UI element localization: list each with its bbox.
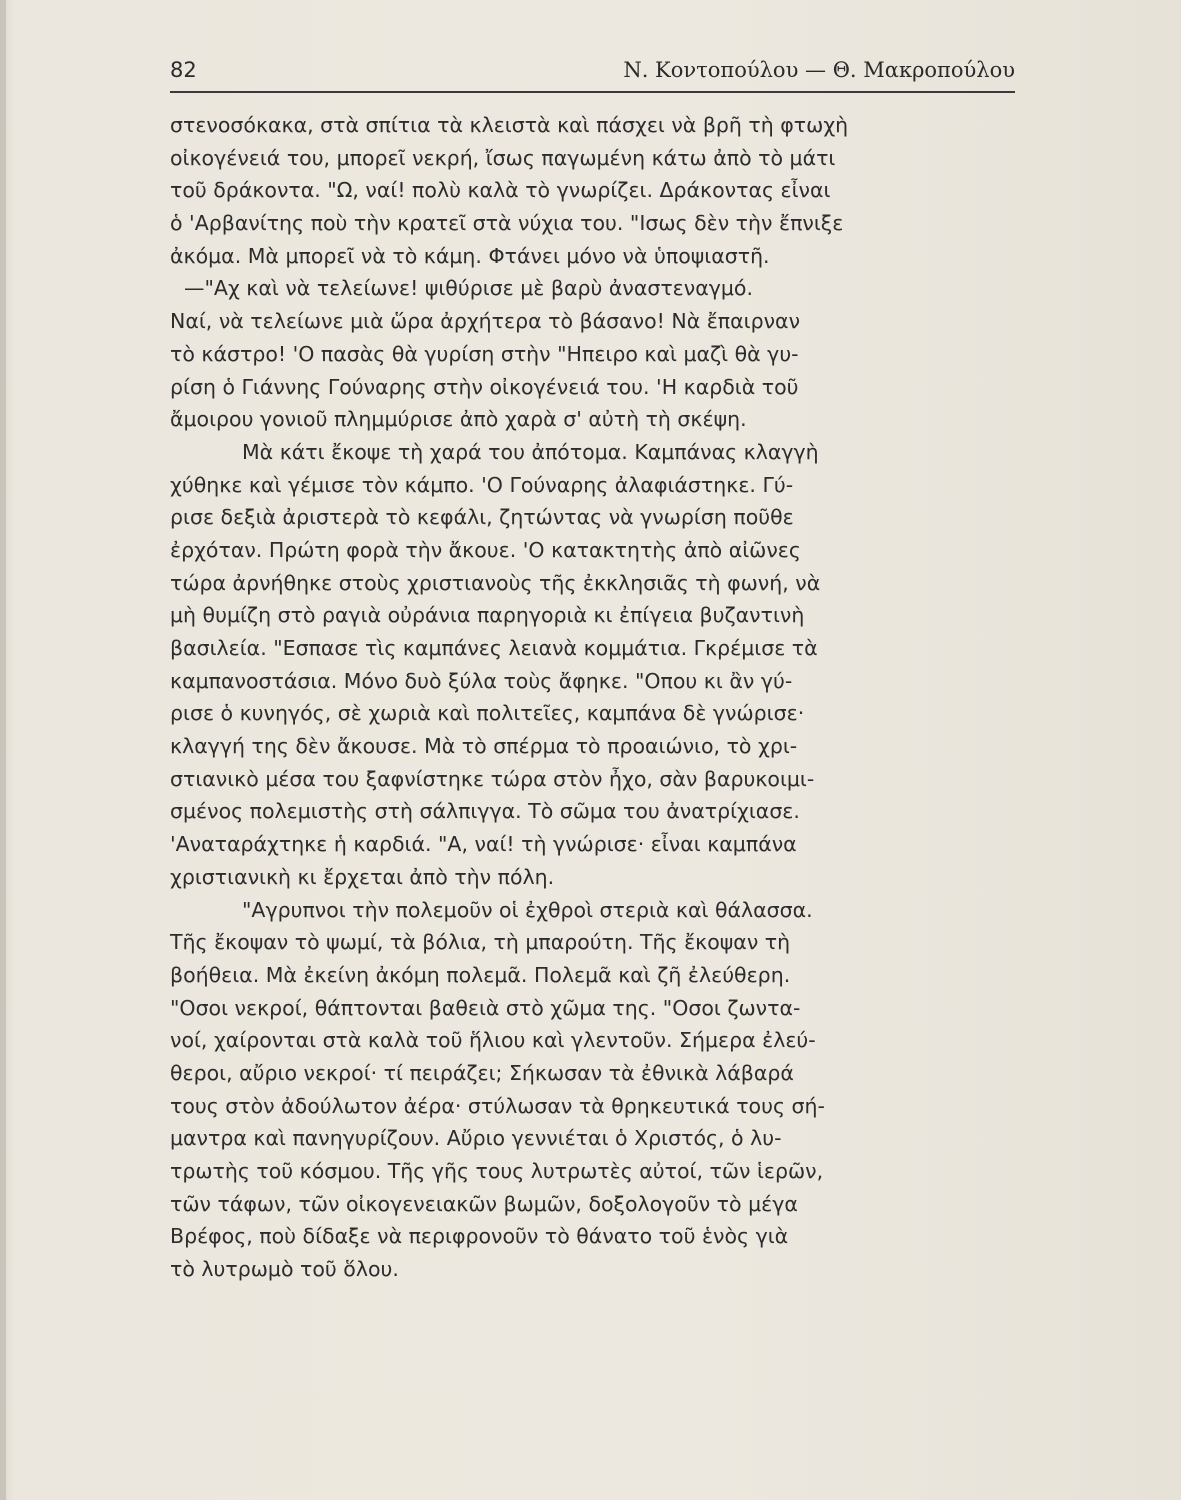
text-line: τρωτὴς τοῦ κόσμου. Τῆς γῆς τους λυτρωτὲς αὐτοί, τῶν ἱερῶν, [170, 1159, 824, 1183]
text-line: οἰκογένειά του, μπορεῖ νεκρή, ἴσως παγωμένη κάτω ἀπὸ τὸ μάτι [170, 145, 836, 170]
body-text [170, 109, 1020, 1286]
page-header [170, 52, 1015, 92]
text-line: Τῆς ἔκοψαν τὸ ψωμί, τὰ βόλια, τὴ μπαρούτη. Τῆς ἔκοψαν τὴ [170, 930, 791, 955]
page-number: 82 [170, 58, 197, 82]
text-line: Μὰ κάτι ἔκοψε τὴ χαρά του ἀπότομα. Καμπάνας κλαγγὴ [242, 439, 819, 464]
text-line: τοῦ δράκοντα. "Ω, ναί! πολὺ καλὰ τὸ γνωρίζει. Δράκοντας εἶναι [170, 178, 831, 203]
text-line: χύθηκε καὶ γέμισε τὸν κάμπο. 'Ο Γούναρης ἀλαφιάστηκε. Γύ- [170, 472, 794, 497]
text-line: σμένος πολεμιστὴς στὴ σάλπιγγα. Τὸ σῶμα του ἀνατρίχιασε. [170, 799, 800, 824]
text-line: νοί, χαίρονται στὰ καλὰ τοῦ ἥλιου καὶ γλεντοῦν. Σήμερα ἐλεύ- [170, 1028, 816, 1053]
text-line: Ναί, νὰ τελείωνε μιὰ ὥρα ἀρχήτερα τὸ βάσανο! Νὰ ἔπαιρναν [170, 309, 801, 334]
text-line: χριστιανικὴ κι ἔρχεται ἀπὸ τὴν πόλη. [170, 864, 555, 889]
text-line: τώρα ἀρνήθηκε στοὺς χριστιανοὺς τῆς ἐκκλησιᾶς τὴ φωνή, νὰ [170, 570, 821, 595]
text-line: 'Αναταράχτηκε ἡ καρδιά. "Α, ναί! τὴ γνώρισε· εἶναι καμπάνα [170, 832, 797, 857]
text-line: μαντρα καὶ πανηγυρίζουν. Αὔριο γεννιέται ὁ Χριστός, ὁ λυ- [170, 1126, 782, 1151]
binding-edge [0, 0, 6, 1500]
text-line: στενοσόκακα, στὰ σπίτια τὰ κλειστὰ καὶ πάσχει νὰ βρῆ τὴ φτωχὴ [170, 113, 849, 137]
text-line: ὁ 'Αρβανίτης ποὺ τὴν κρατεῖ στὰ νύχια του. "Ισως δὲν τὴν ἔπνιξε [170, 211, 844, 236]
header-rule [170, 91, 1015, 93]
text-line: ἄμοιρου γονιοῦ πλημμύρισε ἀπὸ χαρὰ σ' αὐτὴ τὴ σκέψη. [170, 407, 747, 432]
text-line: ρισε ὁ κυνηγός, σὲ χωριὰ καὶ πολιτεῖες, καμπάνα δὲ γνώρισε· [170, 701, 805, 726]
text-line: καμπανοστάσια. Μόνο δυὸ ξύλα τοὺς ἄφηκε. "Οπου κι ἂν γύ- [170, 668, 793, 693]
text-line: ρισε δεξιὰ ἀριστερὰ τὸ κεφάλι, ζητώντας νὰ γνωρίση ποῦθε [170, 505, 794, 530]
text-line: ἐρχόταν. Πρώτη φορὰ τὴν ἄκουε. 'Ο κατακτητὴς ἀπὸ αἰῶνες [170, 537, 801, 562]
text-line: "Αγρυπνοι τὴν πολεμοῦν οἱ ἐχθροὶ στεριὰ καὶ θάλασσα. [242, 897, 813, 922]
text-line: "Οσοι νεκροί, θάπτονται βαθειὰ στὸ χῶμα της. "Οσοι ζωντα- [170, 995, 801, 1020]
text-line: τους στὸν ἀδούλωτον ἀέρα· στύλωσαν τὰ θρηκευτικά τους σή- [170, 1093, 825, 1118]
text-line: μὴ θυμίζη στὸ ραγιὰ οὐράνια παρηγοριὰ κι ἐπίγεια βυζαντινὴ [170, 603, 805, 628]
text-line: τῶν τάφων, τῶν οἰκογενειακῶν βωμῶν, δοξολογοῦν τὸ μέγα [170, 1191, 798, 1216]
text-line: ἀκόμα. Μὰ μπορεῖ νὰ τὸ κάμη. Φτάνει μόνο νὰ ὑποψιαστῆ. [170, 243, 770, 268]
text-line: θεροι, αὔριο νεκροί· τί πειράζει; Σήκωσαν τὰ ἐθνικὰ λάβαρά [170, 1060, 794, 1085]
text-line: ρίση ὁ Γιάννης Γούναρης στὴν οἰκογένειά του. 'Η καρδιὰ τοῦ [170, 374, 799, 399]
text-line: τὸ κάστρο! 'Ο πασὰς θὰ γυρίση στὴν "Ηπειρο καὶ μαζὶ θὰ γυ- [170, 341, 799, 366]
text-line: βοήθεια. Μὰ ἐκείνη ἀκόμη πολεμᾶ. Πολεμᾶ καὶ ζῆ ἐλεύθερη. [170, 962, 791, 987]
text-line: τὸ λυτρωμὸ τοῦ ὅλου. [170, 1257, 399, 1282]
text-line: Βρέφος, ποὺ δίδαξε νὰ περιφρονοῦν τὸ θάνατο τοῦ ἑνὸς γιὰ [170, 1224, 789, 1249]
text-line: στιανικὸ μέσα του ξαφνίστηκε τώρα στὸν ἦχο, σὰν βαρυκοιμι- [170, 766, 815, 791]
text-line: κλαγγή της δὲν ἄκουσε. Μὰ τὸ σπέρμα τὸ προαιώνιο, τὸ χρι- [170, 734, 798, 759]
running-title: Ν. Κοντοπούλου — Θ. Μακροπούλου [623, 58, 1015, 82]
text-line: βασιλεία. "Εσπασε τὶς καμπάνες λειανὰ κομμάτια. Γκρέμισε τὰ [170, 636, 818, 660]
text-line: —"Αχ καὶ νὰ τελείωνε! ψιθύρισε μὲ βαρὺ ἀναστεναγμό. [184, 276, 753, 301]
